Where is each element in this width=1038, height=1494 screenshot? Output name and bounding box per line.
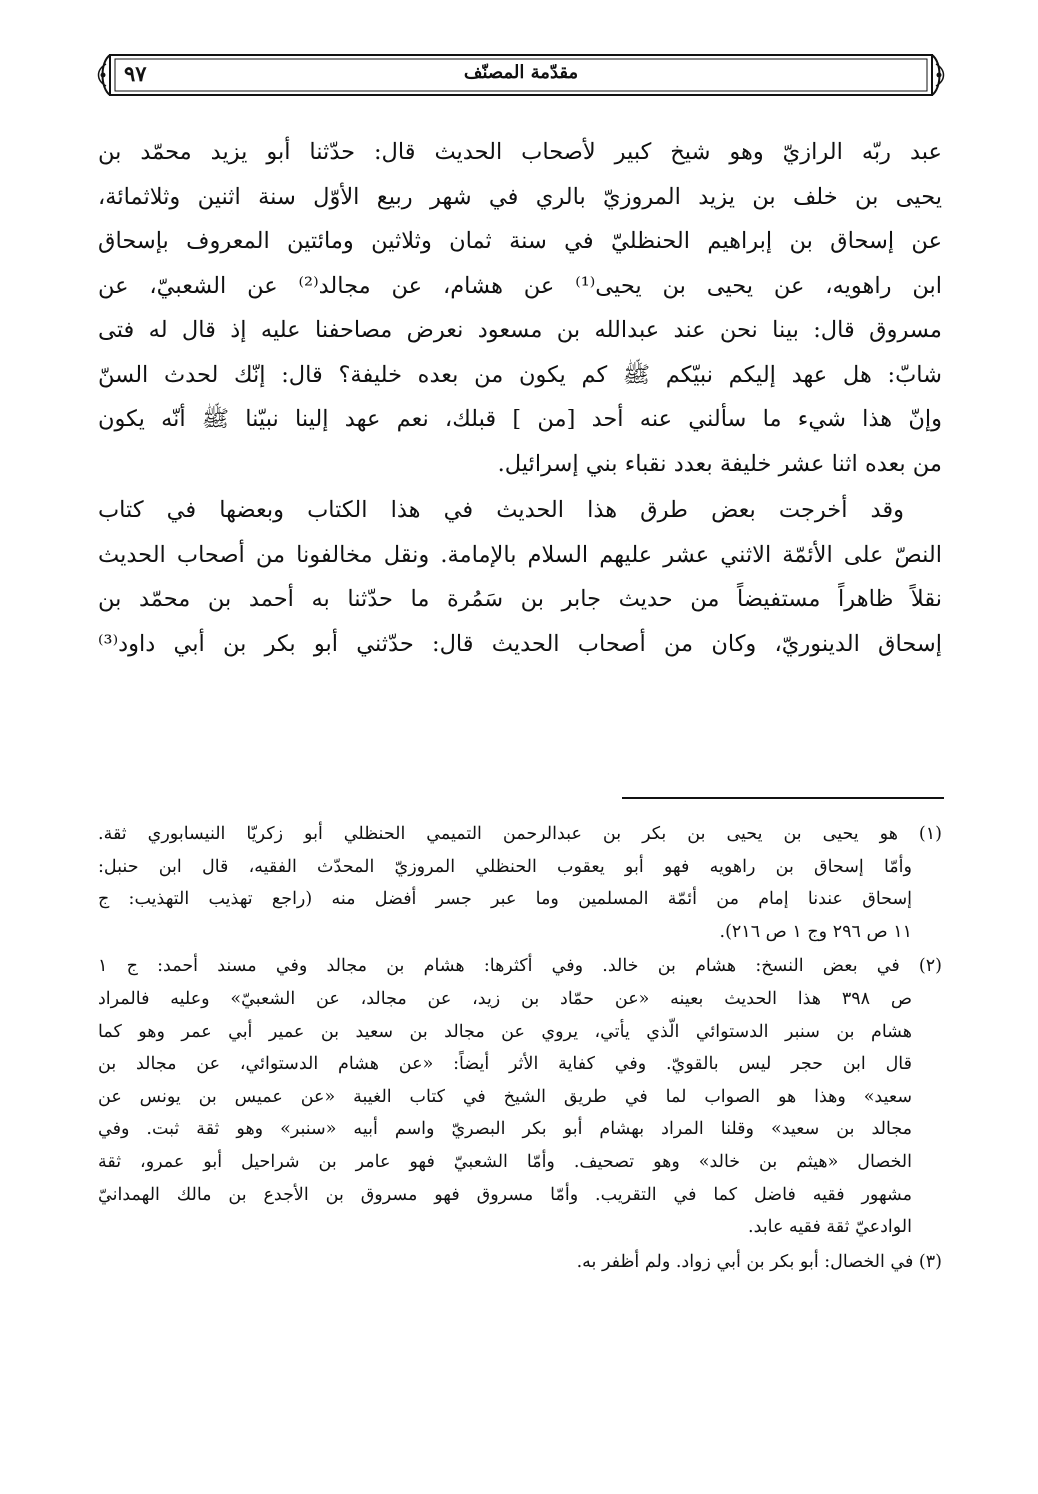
text-line: يحيى بن خلف بن يزيد المروزيّ بالري في شهر ربيع الأوّل سنة اثنين وثلاثمائة،	[98, 183, 942, 210]
footnote-line: الخصال «هيثم بن خالد» وهو تصحيف. وأمّا الشعبيّ فهو عامر بن شراحيل أبو عمرو، ثقة	[98, 1151, 912, 1172]
footnote	[98, 818, 942, 948]
text-line: عبد ربّه الرازيّ وهو شيخ كبير لأصحاب الحديث قال: حدّثنا أبو يزيد محمّد بن	[98, 139, 942, 165]
footnotes	[98, 818, 942, 1278]
footnote-line: مجالد بن سعيد» وقلنا المراد بهشام أبو بكر البصريّ واسم أبيه «سنبر» وهو ثقة ثبت. وفي	[98, 1119, 912, 1140]
footnote-divider	[622, 797, 944, 799]
paragraph	[98, 488, 942, 666]
text-line: شابّ: هل عهد إليكم نبيّكم ﷺ كم يكون من بعده خليفة؟ قال: إنّك لحدث السنّ	[98, 361, 942, 388]
paragraph	[98, 130, 942, 486]
text-line: وإنّ هذا شيء ما سألني عنه أحد [من ] قبلك، نعم عهد إلينا نبيّنا ﷺ أنّه يكون	[98, 406, 942, 432]
footnote-line: هشام بن سنبر الدستوائي الّذي يأتي، يروي عن مجالد بن سعيد بن عمير أبي عمر وهو كما	[98, 1021, 912, 1042]
footnote	[98, 1246, 942, 1279]
footnote-line: (١) هو يحيى بن يحيى بن بكر بن عبدالرحمن التميمي الحنظلي أبو زكريّا النيسابوري ثقة.	[98, 824, 942, 844]
footnote-line: قال ابن حجر ليس بالقويّ. وفي كفاية الأثر أيضاً: «عن هشام الدستوائي، عن مجالد بن	[98, 1054, 912, 1075]
footnote-line: (٢) في بعض النسخ: هشام بن خالد. وفي أكثرها: هشام بن مجالد وفي مسند أحمد: ج ١	[98, 956, 942, 977]
footnote-line: (٣) في الخصال: أبو بكر بن أبي زواد. ولم أظفر به.	[576, 1251, 942, 1272]
text-line: من بعده اثنا عشر خليفة بعدد نقباء بني إسرائيل.	[497, 450, 942, 477]
text-line: وقد أخرجت بعض طرق هذا الحديث في هذا الكتاب وبعضها في كتاب	[98, 497, 904, 523]
page-header	[96, 52, 946, 98]
text-line: النصّ على الأئمّة الاثني عشر عليهم السلام بالإمامة. ونقل مخالفونا من أصحاب الحديث	[98, 541, 942, 568]
text-line: مسروق قال: بينا نحن عند عبدالله بن مسعود نعرض مصاحفنا عليه إذ قال له فتى	[98, 317, 942, 343]
text-line: نقلاً ظاهراً مستفيضاً من حديث جابر بن سَمُرة ما حدّثنا به أحمد بن محمّد بن	[98, 586, 942, 612]
main-text	[98, 130, 942, 666]
text-line: ابن راهويه، عن يحيى بن يحيى⁽¹⁾ عن هشام، عن مجالد⁽²⁾ عن الشعبيّ، عن	[98, 272, 942, 299]
footnote-line: سعيد» وهذا هو الصواب لما في طريق الشيخ في كتاب الغيبة «عن عميس بن يونس عن	[98, 1086, 912, 1107]
page-number: ٩٧	[124, 61, 147, 86]
footnote-line: وأمّا إسحاق بن راهويه فهو أبو يعقوب الحنظلي المروزيّ المحدّث الفقيه، قال ابن حنبل:	[98, 856, 912, 877]
footnote-line: ١١ ص ٢٩٦ وج ١ ص ٢١٦).	[719, 921, 912, 942]
footnote-line: مشهور فقيه فاضل كما في التقريب. وأمّا مسروق فهو مسروق بن الأجدع بن مالك الهمدانيّ	[98, 1184, 912, 1205]
footnote-line: الوادعيّ ثقة فقيه عابد.	[748, 1217, 912, 1238]
text-line: عن إسحاق بن إبراهيم الحنظليّ في سنة ثمان وثلاثين ومائتين المعروف بإسحاق	[98, 228, 942, 254]
footnote	[98, 950, 942, 1243]
text-line: إسحاق الدينوريّ، وكان من أصحاب الحديث قال: حدّثني أبو بكر بن أبي داود⁽³⁾	[98, 630, 942, 657]
page-title: مقدّمة المصنّف	[463, 62, 579, 83]
footnote-line: إسحاق عندنا إمام من أئمّة المسلمين وما عبر جسر أفضل منه (راجع تهذيب التهذيب: ج	[98, 889, 912, 910]
footnote-line: ص ٣٩٨ هذا الحديث بعينه «عن حمّاد بن زيد، عن مجالد، عن الشعبيّ» وعليه فالمراد	[98, 988, 912, 1009]
